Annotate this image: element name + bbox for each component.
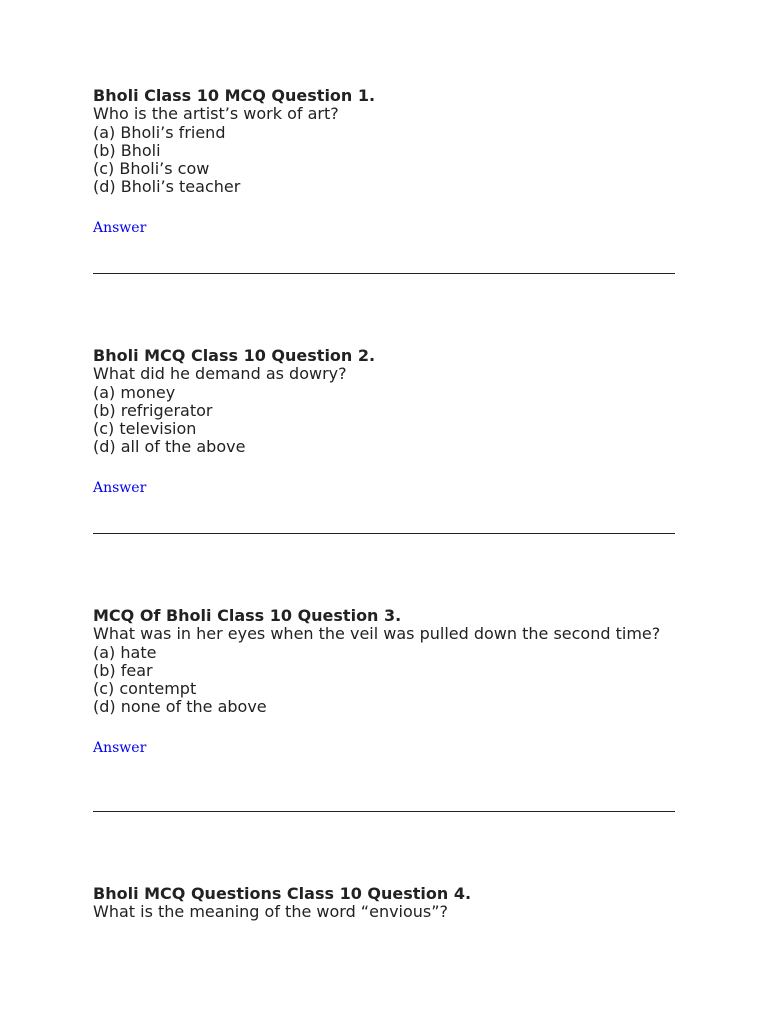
question-3-option-c: (c) contempt bbox=[93, 679, 197, 699]
question-3-title: MCQ Of Bholi Class 10 Question 3. bbox=[93, 606, 402, 625]
question-1 bbox=[93, 87, 675, 237]
question-1-text: Who is the artist’s work of art? bbox=[93, 104, 339, 124]
question-1-option-d: (d) Bholi’s teacher bbox=[93, 177, 241, 197]
question-2-option-b: (b) refrigerator bbox=[93, 400, 213, 420]
question-3-option-a: (a) hate bbox=[93, 642, 157, 662]
question-3-option-b: (b) fear bbox=[93, 660, 153, 680]
question-3-text: What was in her eyes when the veil was pulled down the second time? bbox=[93, 624, 661, 644]
question-4-text: What is the meaning of the word “envious”? bbox=[93, 902, 449, 922]
question-2-option-a: (a) money bbox=[93, 382, 176, 402]
question-1-option-c: (c) Bholi’s cow bbox=[93, 159, 210, 179]
question-1-option-a: (a) Bholi’s friend bbox=[93, 122, 226, 142]
question-2-option-d: (d) all of the above bbox=[93, 437, 246, 457]
question-2-option-c: (c) television bbox=[93, 419, 197, 439]
question-1-answer-link[interactable]: Answer bbox=[93, 219, 147, 236]
question-1-option-b: (b) Bholi bbox=[93, 140, 161, 160]
question-2-title: Bholi MCQ Class 10 Question 2. bbox=[93, 346, 376, 365]
question-3-option-d: (d) none of the above bbox=[93, 697, 267, 717]
question-2-answer-link[interactable]: Answer bbox=[93, 479, 147, 496]
question-4-title: Bholi MCQ Questions Class 10 Question 4. bbox=[93, 884, 472, 903]
question-2-text: What did he demand as dowry? bbox=[93, 364, 347, 384]
divider-2 bbox=[93, 533, 675, 534]
question-1-title: Bholi Class 10 MCQ Question 1. bbox=[93, 86, 376, 105]
question-4 bbox=[93, 885, 675, 922]
question-2 bbox=[93, 347, 675, 497]
divider-3 bbox=[93, 811, 675, 812]
question-3-answer-link[interactable]: Answer bbox=[93, 739, 147, 756]
question-3 bbox=[93, 607, 675, 757]
divider-1 bbox=[93, 273, 675, 274]
